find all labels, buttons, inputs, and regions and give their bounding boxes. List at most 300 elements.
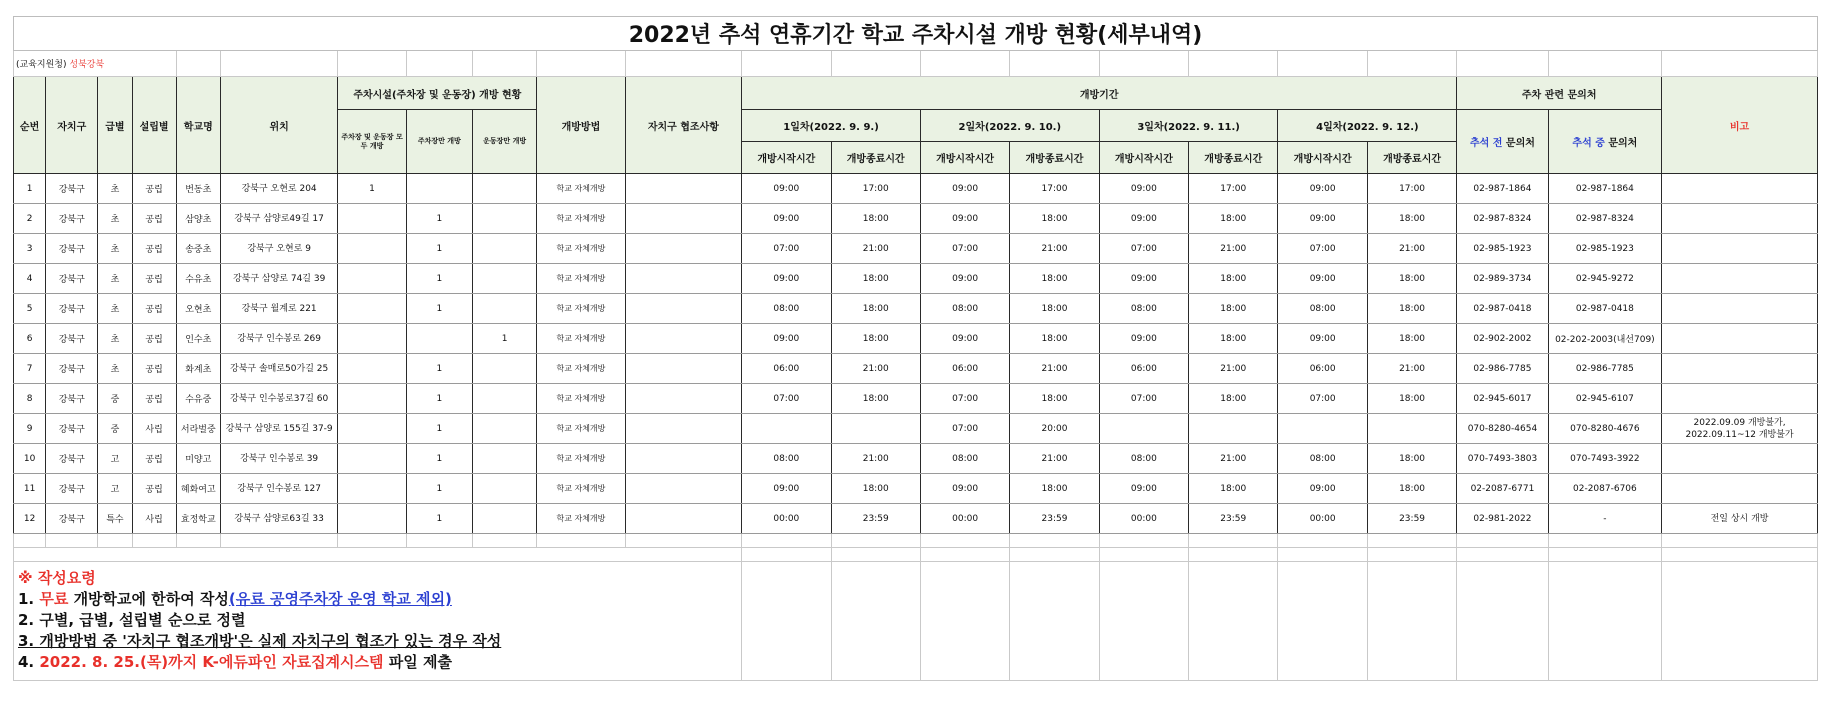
row-location: 강북구 인수봉로 39 — [220, 444, 338, 474]
row-method: 학교 자체개방 — [537, 294, 625, 324]
row-location: 강북구 오현로 204 — [220, 174, 338, 204]
row-d4-start: 00:00 — [1278, 504, 1367, 534]
row-d3-start: 07:00 — [1099, 384, 1188, 414]
header-day3: 3일차(2022. 9. 11.) — [1099, 110, 1278, 142]
header-period: 개방기간 — [742, 77, 1457, 110]
row-d3-end: 18:00 — [1189, 264, 1278, 294]
row-d3-end: 21:00 — [1189, 234, 1278, 264]
table-row — [14, 354, 1818, 384]
row-d2-start: 09:00 — [920, 474, 1009, 504]
row-method: 학교 자체개방 — [537, 444, 625, 474]
row-method: 학교 자체개방 — [537, 234, 625, 264]
row-contact-during: 02-2087-6706 — [1548, 474, 1661, 504]
row-level: 초 — [98, 324, 132, 354]
row-school: 삼양초 — [176, 204, 220, 234]
row-location: 강북구 삼양로49길 17 — [220, 204, 338, 234]
row-d1-end: 21:00 — [831, 354, 920, 384]
row-location: 강북구 인수봉로 127 — [220, 474, 338, 504]
row-method: 학교 자체개방 — [537, 204, 625, 234]
row-no: 3 — [14, 234, 46, 264]
row-d2-end: 21:00 — [1010, 354, 1099, 384]
header-day2: 2일차(2022. 9. 10.) — [920, 110, 1099, 142]
row-facility-field — [472, 204, 536, 234]
row-d1-start: 00:00 — [742, 504, 831, 534]
row-coop — [625, 294, 742, 324]
header-day4: 4일차(2022. 9. 12.) — [1278, 110, 1457, 142]
notes-heading: ※ 작성요령 — [18, 569, 96, 587]
row-d2-start: 06:00 — [920, 354, 1009, 384]
row-d3-end: 18:00 — [1189, 474, 1278, 504]
row-d1-start: 09:00 — [742, 174, 831, 204]
row-location: 강북구 월계로 221 — [220, 294, 338, 324]
row-d3-end: 18:00 — [1189, 294, 1278, 324]
table-row — [14, 474, 1818, 504]
row-district: 강북구 — [46, 474, 98, 504]
row-method: 학교 자체개방 — [537, 354, 625, 384]
row-founding: 공립 — [132, 324, 176, 354]
notes-line-1-free: 무료 — [39, 590, 69, 608]
row-location: 강북구 오현로 9 — [220, 234, 338, 264]
row-d4-start: 09:00 — [1278, 474, 1367, 504]
row-founding: 공립 — [132, 174, 176, 204]
row-no: 8 — [14, 384, 46, 414]
row-d2-end: 18:00 — [1010, 264, 1099, 294]
row-facility-parking: 1 — [406, 414, 472, 444]
row-d3-end: 18:00 — [1189, 204, 1278, 234]
header-day1: 1일차(2022. 9. 9.) — [742, 110, 921, 142]
row-method: 학교 자체개방 — [537, 174, 625, 204]
office-label — [14, 51, 177, 77]
row-d4-start: 07:00 — [1278, 234, 1367, 264]
table-row — [14, 294, 1818, 324]
row-d3-start: 09:00 — [1099, 474, 1188, 504]
contact-during-suffix: 문의처 — [1604, 138, 1638, 149]
row-d3-end: 21:00 — [1189, 444, 1278, 474]
table-row — [14, 504, 1818, 534]
header-facility-field: 운동장만 개방 — [472, 110, 536, 174]
row-contact-before: 070-8280-4654 — [1457, 414, 1548, 444]
row-no: 12 — [14, 504, 46, 534]
row-level: 초 — [98, 204, 132, 234]
row-coop — [625, 474, 742, 504]
row-d2-end: 21:00 — [1010, 234, 1099, 264]
header-d3-start: 개방시작시간 — [1099, 142, 1188, 174]
row-no: 11 — [14, 474, 46, 504]
row-d1-end: 23:59 — [831, 504, 920, 534]
row-facility-parking: 1 — [406, 294, 472, 324]
row-d4-start — [1278, 414, 1367, 444]
row-contact-before: 02-902-2002 — [1457, 324, 1548, 354]
row-facility-field — [472, 264, 536, 294]
row-founding: 공립 — [132, 444, 176, 474]
row-no: 7 — [14, 354, 46, 384]
row-contact-before: 02-945-6017 — [1457, 384, 1548, 414]
row-contact-before: 02-987-8324 — [1457, 204, 1548, 234]
parking-status-table — [13, 16, 1818, 681]
row-location: 강북구 삼양로 74길 39 — [220, 264, 338, 294]
row-d4-end: 18:00 — [1367, 294, 1456, 324]
row-d4-end: 21:00 — [1367, 354, 1456, 384]
row-facility-both — [338, 204, 406, 234]
row-coop — [625, 324, 742, 354]
row-coop — [625, 384, 742, 414]
header-facility-parking: 주차장만 개방 — [406, 110, 472, 174]
row-d2-end: 18:00 — [1010, 324, 1099, 354]
row-school: 미양고 — [176, 444, 220, 474]
header-d2-start: 개방시작시간 — [920, 142, 1009, 174]
table-body — [14, 174, 1818, 534]
row-remark — [1662, 474, 1818, 504]
row-location: 강북구 삼양로 155길 37-9 — [220, 414, 338, 444]
header-d1-end: 개방종료시간 — [831, 142, 920, 174]
row-contact-before: 02-989-3734 — [1457, 264, 1548, 294]
row-d3-end: 23:59 — [1189, 504, 1278, 534]
table-row — [14, 414, 1818, 444]
row-no: 10 — [14, 444, 46, 474]
writing-guidelines — [16, 562, 739, 679]
table-row — [14, 204, 1818, 234]
row-d4-end: 23:59 — [1367, 504, 1456, 534]
row-d4-end: 18:00 — [1367, 444, 1456, 474]
row-contact-during: 02-945-9272 — [1548, 264, 1661, 294]
row-d1-end — [831, 414, 920, 444]
notes-line-4-text: 파일 제출 — [383, 653, 452, 671]
row-d2-start: 09:00 — [920, 204, 1009, 234]
row-facility-both — [338, 354, 406, 384]
row-facility-parking: 1 — [406, 204, 472, 234]
row-d1-start: 09:00 — [742, 474, 831, 504]
header-contact-during — [1548, 110, 1661, 174]
row-facility-both — [338, 294, 406, 324]
row-founding: 공립 — [132, 234, 176, 264]
header-remark: 비고 — [1662, 77, 1818, 174]
row-d2-start: 00:00 — [920, 504, 1009, 534]
row-facility-field — [472, 474, 536, 504]
row-facility-parking: 1 — [406, 444, 472, 474]
row-no: 6 — [14, 324, 46, 354]
row-d1-start: 07:00 — [742, 234, 831, 264]
row-method: 학교 자체개방 — [537, 324, 625, 354]
row-facility-field — [472, 414, 536, 444]
row-d3-start: 09:00 — [1099, 264, 1188, 294]
row-facility-parking — [406, 174, 472, 204]
row-no: 5 — [14, 294, 46, 324]
row-facility-field — [472, 234, 536, 264]
row-d4-start: 06:00 — [1278, 354, 1367, 384]
row-district: 강북구 — [46, 504, 98, 534]
row-level: 특수 — [98, 504, 132, 534]
row-contact-during: 02-987-8324 — [1548, 204, 1661, 234]
row-school: 번동초 — [176, 174, 220, 204]
row-facility-both — [338, 504, 406, 534]
row-coop — [625, 504, 742, 534]
row-founding: 공립 — [132, 474, 176, 504]
row-level: 중 — [98, 384, 132, 414]
row-facility-both — [338, 324, 406, 354]
row-school: 인수초 — [176, 324, 220, 354]
row-founding: 공립 — [132, 354, 176, 384]
row-location: 강북구 삼양로63길 33 — [220, 504, 338, 534]
row-facility-both — [338, 444, 406, 474]
header-facility-group: 주차시설(주차장 및 운동장) 개방 현황 — [338, 77, 537, 110]
row-remark — [1662, 204, 1818, 234]
row-d1-start: 09:00 — [742, 324, 831, 354]
row-contact-during: 02-945-6107 — [1548, 384, 1661, 414]
header-district: 자치구 — [46, 77, 98, 174]
row-d1-end: 18:00 — [831, 474, 920, 504]
row-d2-start: 09:00 — [920, 264, 1009, 294]
row-d1-end: 18:00 — [831, 384, 920, 414]
header-method: 개방방법 — [537, 77, 625, 174]
contact-before-highlight: 추석 전 — [1469, 138, 1503, 149]
row-d3-start: 08:00 — [1099, 444, 1188, 474]
row-facility-parking: 1 — [406, 354, 472, 384]
row-d3-start: 00:00 — [1099, 504, 1188, 534]
row-district: 강북구 — [46, 414, 98, 444]
row-school: 효정학교 — [176, 504, 220, 534]
header-level: 급별 — [98, 77, 132, 174]
row-d2-start: 08:00 — [920, 444, 1009, 474]
row-founding: 공립 — [132, 204, 176, 234]
header-founding: 설립별 — [132, 77, 176, 174]
row-school: 수유중 — [176, 384, 220, 414]
row-facility-parking: 1 — [406, 264, 472, 294]
row-d3-start: 09:00 — [1099, 174, 1188, 204]
row-d2-start: 09:00 — [920, 174, 1009, 204]
row-d1-start: 07:00 — [742, 384, 831, 414]
row-location: 강북구 솔매로50가길 25 — [220, 354, 338, 384]
row-d1-end: 18:00 — [831, 264, 920, 294]
row-d3-end — [1189, 414, 1278, 444]
row-coop — [625, 264, 742, 294]
row-d1-start — [742, 414, 831, 444]
office-prefix: (교육지원청) — [16, 60, 67, 70]
row-facility-field: 1 — [472, 324, 536, 354]
row-no: 4 — [14, 264, 46, 294]
row-facility-parking — [406, 324, 472, 354]
table-row — [14, 444, 1818, 474]
row-founding: 공립 — [132, 384, 176, 414]
row-location: 강북구 인수봉로37길 60 — [220, 384, 338, 414]
row-d1-start: 08:00 — [742, 294, 831, 324]
row-school: 송중초 — [176, 234, 220, 264]
row-district: 강북구 — [46, 174, 98, 204]
table-row — [14, 174, 1818, 204]
row-level: 고 — [98, 444, 132, 474]
row-facility-both — [338, 384, 406, 414]
row-contact-before: 02-981-2022 — [1457, 504, 1548, 534]
row-no: 2 — [14, 204, 46, 234]
contact-during-highlight: 추석 중 — [1572, 138, 1605, 149]
notes-line-4 — [18, 652, 737, 673]
row-d4-start: 09:00 — [1278, 204, 1367, 234]
row-remark — [1662, 444, 1818, 474]
row-d2-start: 07:00 — [920, 234, 1009, 264]
table-row — [14, 324, 1818, 354]
row-facility-field — [472, 444, 536, 474]
row-facility-both — [338, 414, 406, 444]
contact-before-suffix: 문의처 — [1502, 138, 1535, 149]
row-facility-both — [338, 264, 406, 294]
notes-line-4-num: 4. — [18, 653, 40, 671]
row-remark: 2022.09.09 개방불가, 2022.09.11~12 개방불가 — [1662, 414, 1818, 444]
row-school: 서라벌중 — [176, 414, 220, 444]
row-d2-start: 07:00 — [920, 414, 1009, 444]
header-contact-before — [1457, 110, 1548, 174]
row-d4-end: 18:00 — [1367, 324, 1456, 354]
row-d1-start: 06:00 — [742, 354, 831, 384]
row-coop — [625, 414, 742, 444]
row-contact-during: - — [1548, 504, 1661, 534]
header-d1-start: 개방시작시간 — [742, 142, 831, 174]
row-d2-end: 17:00 — [1010, 174, 1099, 204]
row-facility-field — [472, 504, 536, 534]
row-remark — [1662, 384, 1818, 414]
header-no: 순번 — [14, 77, 46, 174]
row-d3-start: 09:00 — [1099, 324, 1188, 354]
row-d4-end: 18:00 — [1367, 384, 1456, 414]
row-contact-during: 02-987-1864 — [1548, 174, 1661, 204]
row-method: 학교 자체개방 — [537, 504, 625, 534]
row-method: 학교 자체개방 — [537, 384, 625, 414]
header-d4-start: 개방시작시간 — [1278, 142, 1367, 174]
row-d3-start: 08:00 — [1099, 294, 1188, 324]
row-coop — [625, 204, 742, 234]
row-level: 중 — [98, 414, 132, 444]
row-founding: 사립 — [132, 414, 176, 444]
spreadsheet — [13, 16, 1818, 681]
row-d1-end: 18:00 — [831, 204, 920, 234]
row-d2-start: 08:00 — [920, 294, 1009, 324]
row-d4-end — [1367, 414, 1456, 444]
row-remark — [1662, 354, 1818, 384]
row-no: 1 — [14, 174, 46, 204]
row-d2-end: 18:00 — [1010, 294, 1099, 324]
row-d2-end: 23:59 — [1010, 504, 1099, 534]
row-method: 학교 자체개방 — [537, 474, 625, 504]
row-contact-before: 070-7493-3803 — [1457, 444, 1548, 474]
row-d1-end: 18:00 — [831, 294, 920, 324]
row-d4-end: 17:00 — [1367, 174, 1456, 204]
row-d2-start: 09:00 — [920, 324, 1009, 354]
notes-line-1 — [18, 589, 737, 610]
row-d3-end: 21:00 — [1189, 354, 1278, 384]
header-d4-end: 개방종료시간 — [1367, 142, 1456, 174]
row-remark — [1662, 264, 1818, 294]
notes-cell — [14, 562, 742, 681]
row-contact-before: 02-986-7785 — [1457, 354, 1548, 384]
row-facility-parking: 1 — [406, 504, 472, 534]
notes-line-4-deadline: 2022. 8. 25.(목)까지 K-에듀파인 자료집계시스템 — [39, 653, 384, 671]
row-district: 강북구 — [46, 354, 98, 384]
row-no: 9 — [14, 414, 46, 444]
row-level: 초 — [98, 234, 132, 264]
row-level: 초 — [98, 354, 132, 384]
row-coop — [625, 444, 742, 474]
row-facility-both — [338, 234, 406, 264]
row-facility-parking: 1 — [406, 474, 472, 504]
row-level: 초 — [98, 264, 132, 294]
row-d3-start: 09:00 — [1099, 204, 1188, 234]
row-d4-end: 21:00 — [1367, 234, 1456, 264]
row-d3-end: 18:00 — [1189, 324, 1278, 354]
row-level: 초 — [98, 294, 132, 324]
row-d4-start: 09:00 — [1278, 264, 1367, 294]
row-district: 강북구 — [46, 384, 98, 414]
notes-line-1-num: 1. — [18, 590, 40, 608]
row-d3-start: 06:00 — [1099, 354, 1188, 384]
row-d2-end: 18:00 — [1010, 204, 1099, 234]
row-method: 학교 자체개방 — [537, 414, 625, 444]
row-d2-end: 21:00 — [1010, 444, 1099, 474]
row-coop — [625, 174, 742, 204]
row-d2-end: 20:00 — [1010, 414, 1099, 444]
row-location: 강북구 인수봉로 269 — [220, 324, 338, 354]
row-contact-during: 02-985-1923 — [1548, 234, 1661, 264]
row-d1-end: 21:00 — [831, 234, 920, 264]
table-row — [14, 234, 1818, 264]
row-d4-start: 08:00 — [1278, 294, 1367, 324]
row-contact-before: 02-2087-6771 — [1457, 474, 1548, 504]
row-district: 강북구 — [46, 444, 98, 474]
row-d1-end: 17:00 — [831, 174, 920, 204]
row-district: 강북구 — [46, 234, 98, 264]
row-district: 강북구 — [46, 204, 98, 234]
header-contact-group: 주차 관련 문의처 — [1457, 77, 1662, 110]
row-facility-parking: 1 — [406, 384, 472, 414]
row-school: 혜화여고 — [176, 474, 220, 504]
row-contact-before: 02-987-0418 — [1457, 294, 1548, 324]
notes-line-1-exclusion: (유료 공영주차장 운영 학교 제외) — [228, 590, 452, 608]
row-contact-during: 02-986-7785 — [1548, 354, 1661, 384]
header-d3-end: 개방종료시간 — [1189, 142, 1278, 174]
row-contact-during: 02-987-0418 — [1548, 294, 1661, 324]
row-district: 강북구 — [46, 294, 98, 324]
row-school: 수유초 — [176, 264, 220, 294]
row-remark — [1662, 234, 1818, 264]
row-facility-field — [472, 354, 536, 384]
row-remark — [1662, 174, 1818, 204]
row-d2-end: 18:00 — [1010, 474, 1099, 504]
row-facility-both — [338, 474, 406, 504]
row-d4-start: 09:00 — [1278, 174, 1367, 204]
row-contact-during: 070-7493-3922 — [1548, 444, 1661, 474]
header-school: 학교명 — [176, 77, 220, 174]
row-contact-before: 02-987-1864 — [1457, 174, 1548, 204]
row-remark: 전일 상시 개방 — [1662, 504, 1818, 534]
row-d4-end: 18:00 — [1367, 264, 1456, 294]
row-founding: 사립 — [132, 504, 176, 534]
row-d3-start: 07:00 — [1099, 234, 1188, 264]
row-d4-end: 18:00 — [1367, 204, 1456, 234]
row-coop — [625, 234, 742, 264]
row-district: 강북구 — [46, 264, 98, 294]
row-d3-end: 17:00 — [1189, 174, 1278, 204]
notes-line-3: 3. 개방방법 중 '자치구 협조개방'은 실제 자치구의 협조가 있는 경우 작성 — [18, 632, 502, 650]
row-d2-end: 18:00 — [1010, 384, 1099, 414]
row-facility-field — [472, 294, 536, 324]
row-founding: 공립 — [132, 294, 176, 324]
row-d1-end: 18:00 — [831, 324, 920, 354]
notes-line-1-text: 개방학교에 한하여 작성 — [68, 590, 229, 608]
row-facility-field — [472, 174, 536, 204]
row-contact-during: 070-8280-4676 — [1548, 414, 1661, 444]
notes-line-2: 2. 구별, 급별, 설립별 순으로 정렬 — [18, 611, 246, 629]
row-facility-parking: 1 — [406, 234, 472, 264]
header-location: 위치 — [220, 77, 338, 174]
row-d4-start: 09:00 — [1278, 324, 1367, 354]
office-name: 성북강북 — [69, 60, 105, 70]
